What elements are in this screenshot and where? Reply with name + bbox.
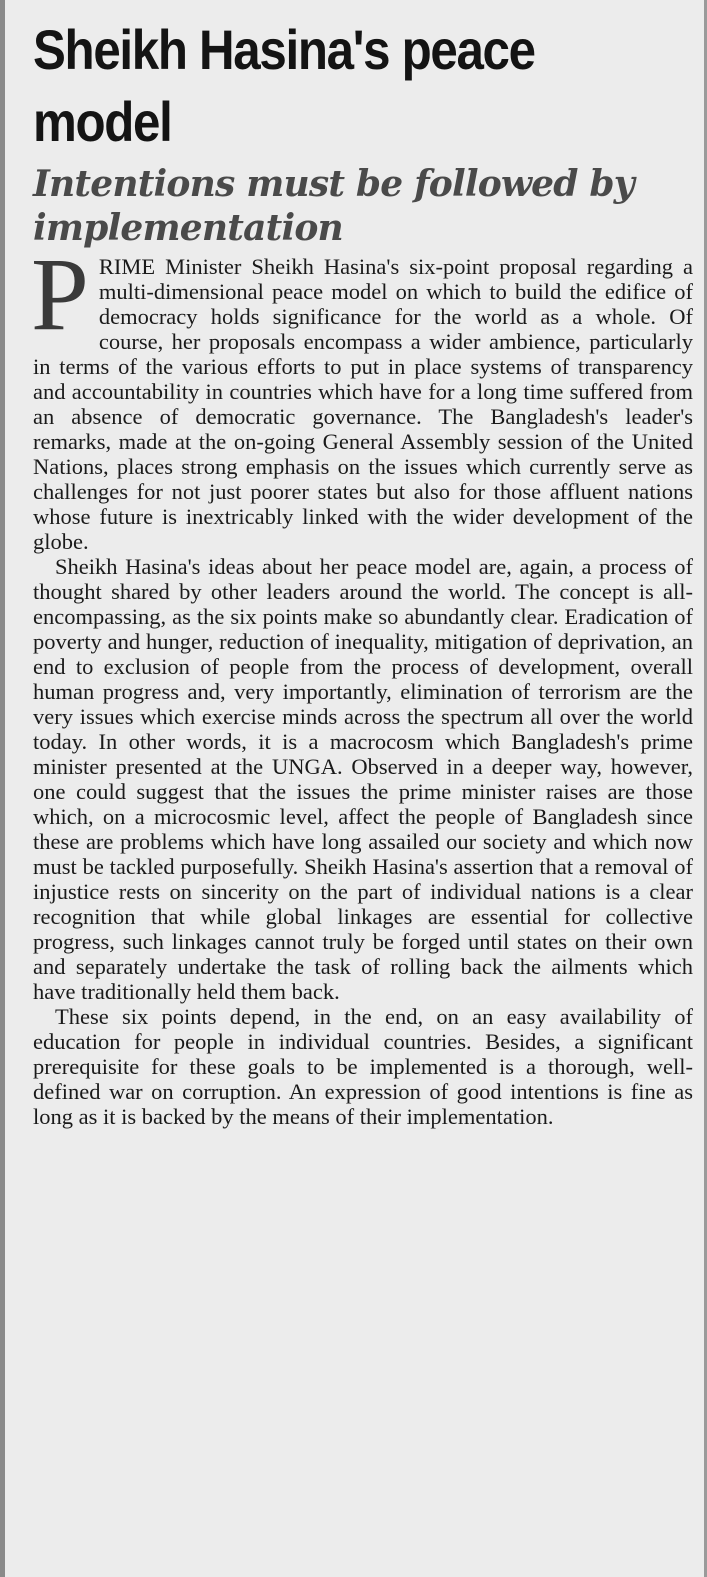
paragraph-1 xyxy=(31,237,693,554)
drop-cap: P xyxy=(31,237,89,352)
paragraph-3: These six points depend, in the end, on an easy availability of education for people in individual countries. Besides, a significant prerequisite for these goals to be implemented is a thorough, well-defined war on corruption. An expression of good intentions is fine as long as it is backed by the means of their implementation. xyxy=(33,1004,693,1129)
subheadline: Intentions must be followed by implementation xyxy=(33,163,634,249)
headline: Sheikh Hasina's peace model xyxy=(33,18,535,153)
paragraph-2: Sheikh Hasina's ideas about her peace model are, again, a process of thought shared by other leaders around the world. The concept is all-encompassing, as the six points make so abundantly clear. Eradication of poverty and hunger, reduction of inequality, mitigation of deprivation, an end to exclusion of people from the process of development, overall human progress and, very importantly, elimination of terrorism are the very issues which exercise minds across the spectrum all over the world today. In other words, it is a macrocosm which Bangladesh's prime minister presented at the UNGA. Observed in a deeper way, however, one could suggest that the issues the prime minister raises are those which, on a microcosmic level, affect the people of Bangladesh since these are problems which have long assailed our society and which now must be tackled purposefully. Sheikh Hasina's assertion that a removal of injustice rests on sincerity on the part of individual nations is a clear recognition that while global linkages are essential for collective progress, such linkages cannot truly be forged until states on their own and separately undertake the task of rolling back the ailments which have traditionally held them back. xyxy=(33,554,693,1004)
article-body xyxy=(31,237,693,1129)
article xyxy=(33,14,693,1129)
paragraph-1-text: RIME Minister Sheikh Hasina's six-point proposal regarding a multi-dimensional peace model on which to build the edifice of democracy holds significance for the world as a whole. Of course, her proposals encompass a wider ambience, particularly in terms of the various efforts to put in place systems of transparency and accountability in countries which have for a long time suffered from an absence of democratic governance. The Bangladesh's leader's remarks, made at the on-going General Assembly session of the United Nations, places strong emphasis on the issues which currently serve as challenges for not just poorer states but also for those affluent nations whose future is inextricably linked with the wider development of the globe. xyxy=(33,254,693,554)
